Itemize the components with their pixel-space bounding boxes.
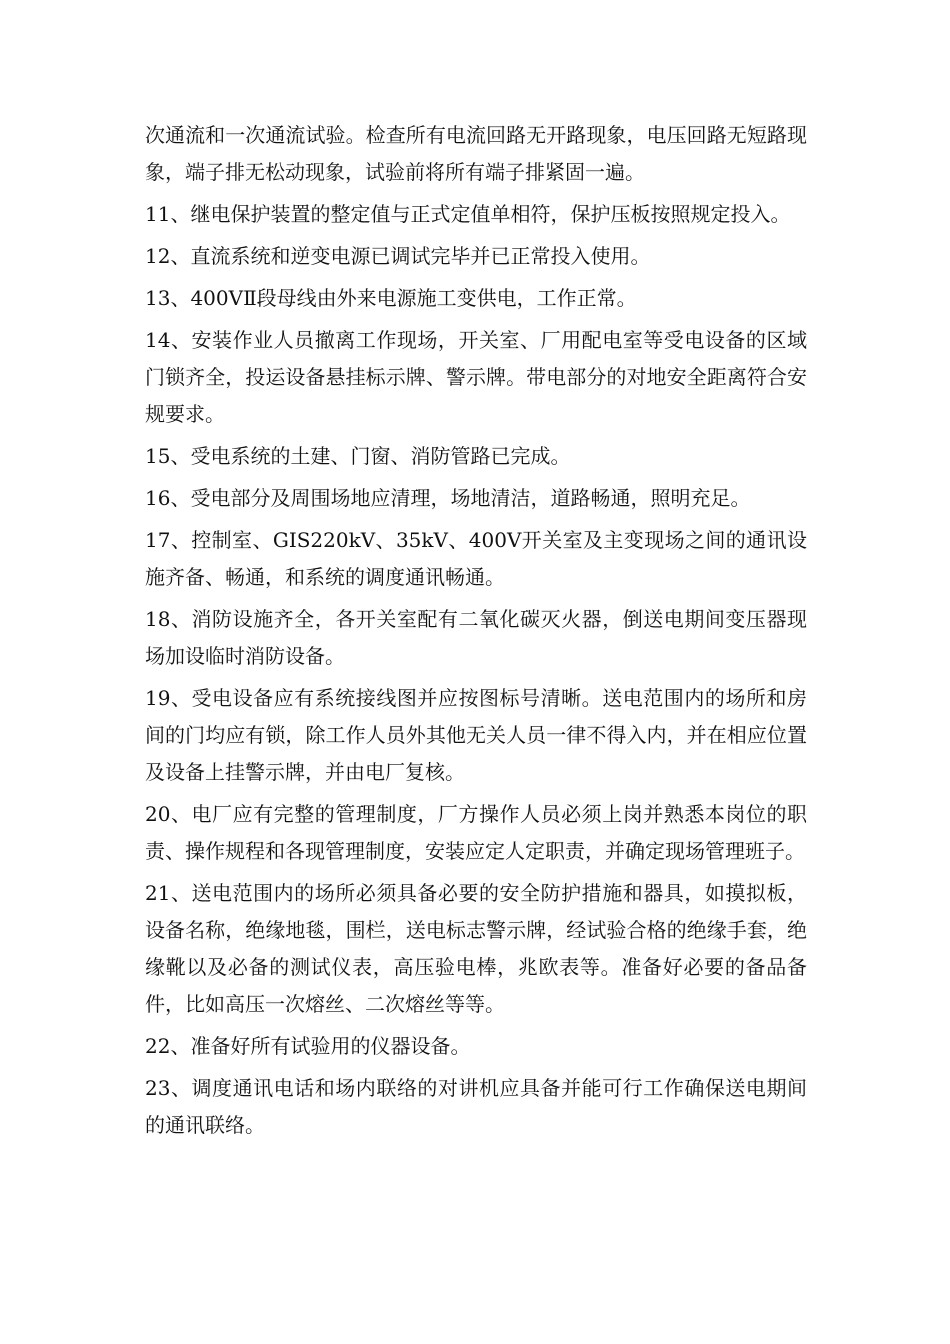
paragraph-item-22: 22、准备好所有试验用的仪器设备。 <box>145 1034 471 1058</box>
document-body <box>145 117 807 1149</box>
paragraph-item-18: 18、消防设施齐全，各开关室配有二氧化碳灭火器，倒送电期间变压器现场加设临时消防设备。 <box>145 607 807 668</box>
paragraph-item-19: 19、受电设备应有系统接线图并应按图标号清晰。送电范围内的场所和房间的门均应有锁，除工作人员外其他无关人员一律不得入内，并在相应位置及设备上挂警示牌，并由电厂复核。 <box>145 686 807 784</box>
paragraph-continuation: 次通流和一次通流试验。检查所有电流回路无开路现象，电压回路无短路现象，端子排无松动现象，试验前将所有端子排紧固一遍。 <box>145 123 807 184</box>
paragraph-item-14: 14、安装作业人员撤离工作现场，开关室、厂用配电室等受电设备的区域门锁齐全，投运设备悬挂标示牌、警示牌。带电部分的对地安全距离符合安规要求。 <box>145 328 807 426</box>
paragraph-item-13: 13、400VⅡ段母线由外来电源施工变供电，工作正常。 <box>145 286 637 310</box>
paragraph-item-21: 21、送电范围内的场所必须具备必要的安全防护措施和器具，如摸拟板，设备名称，绝缘地毯，围栏，送电标志警示牌，经试验合格的绝缘手套，绝缘靴以及必备的测试仪表，高压验电棒，兆欧表等。准备好必要的备品备件，比如高压一次熔丝、二次熔丝等等。 <box>145 881 807 1016</box>
paragraph-item-12: 12、直流系统和逆变电源已调试完毕并已正常投入使用。 <box>145 244 651 268</box>
paragraph-item-20: 20、电厂应有完整的管理制度，厂方操作人员必须上岗并熟悉本岗位的职责、操作规程和各现管理制度，安装应定人定职责，并确定现场管理班子。 <box>145 802 807 863</box>
paragraph-item-15: 15、受电系统的土建、门窗、消防管路已完成。 <box>145 444 571 468</box>
paragraph-item-11: 11、继电保护装置的整定值与正式定值单相符，保护压板按照规定投入。 <box>145 202 791 226</box>
paragraph-item-16: 16、受电部分及周围场地应清理，场地清洁，道路畅通，照明充足。 <box>145 486 751 510</box>
paragraph-item-17: 17、控制室、GIS220kV、35kV、400V开关室及主变现场之间的通讯设施齐备、畅通，和系统的调度通讯畅通。 <box>145 528 807 589</box>
paragraph-item-23: 23、调度通讯电话和场内联络的对讲机应具备并能可行工作确保送电期间的通讯联络。 <box>145 1076 807 1137</box>
